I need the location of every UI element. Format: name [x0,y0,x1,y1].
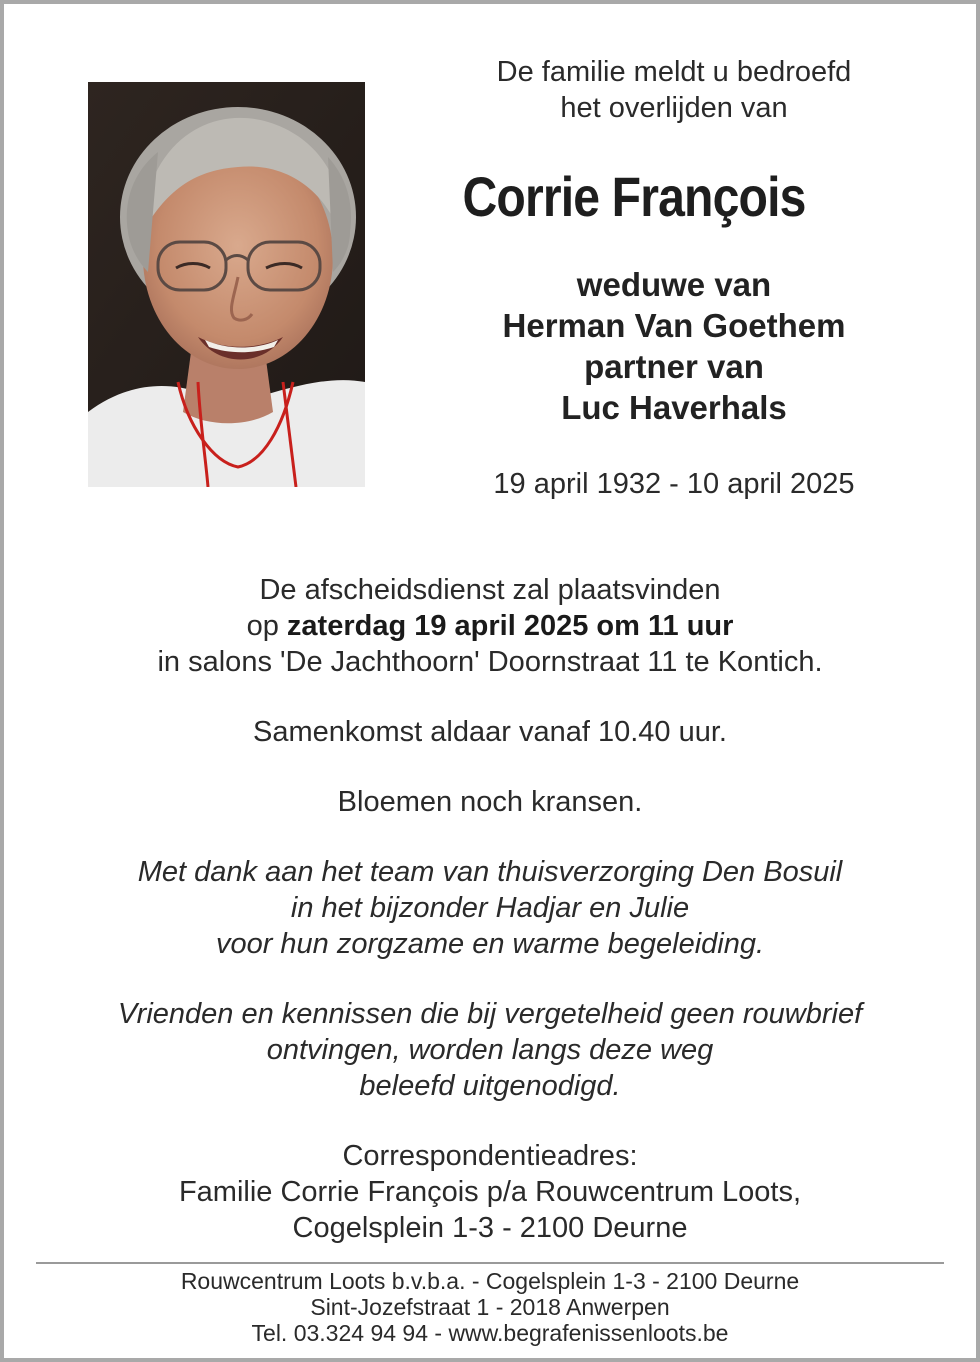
service-prefix: op [246,610,287,642]
intro-line: De familie meldt u bedroefd [496,56,852,88]
relation-line: Luc Haverhals [561,389,787,426]
thanks-line: voor hun zorgzame en warme begeleiding. [215,928,765,960]
body-text [4,572,976,1246]
funeral-home-footer [4,1268,976,1346]
relations-block [424,264,924,428]
deceased-name: Corrie François [462,165,806,228]
life-dates: 19 april 1932 - 10 april 2025 [493,468,855,500]
thanks-line: Met dank aan het team van thuisverzorging Den Bosuil [137,856,843,888]
footer-line: Rouwcentrum Loots b.v.b.a. - Cogelsplein 1-3 - 2100 Deurne [180,1268,800,1294]
footer-line: Sint-Jozefstraat 1 - 2018 Anwerpen [310,1294,670,1320]
flowers-note: Bloemen noch kransen. [337,786,643,818]
relation-line: Herman Van Goethem [502,307,846,344]
invitation-line: Vrienden en kennissen die bij vergetelheid geen rouwbrief [117,998,863,1030]
correspondence-label: Correspondentieadres: [342,1140,638,1172]
intro-text [424,54,924,126]
relation-line: weduwe van [576,266,772,303]
portrait-illustration [88,82,365,487]
intro-line: het overlijden van [560,92,788,124]
service-line [4,608,976,644]
footer-contact: Tel. 03.324 94 94 - www.begrafenissenloots.be [251,1320,729,1346]
service-location: in salons 'De Jachthoorn' Doornstraat 11 te Kontich. [157,646,823,678]
service-date-time: zaterdag 19 april 2025 om 11 uur [286,610,734,642]
invitation-line: beleefd uitgenodigd. [359,1070,621,1102]
relation-line: partner van [584,348,764,385]
service-line: De afscheidsdienst zal plaatsvinden [259,574,721,606]
thanks-line: in het bijzonder Hadjar en Julie [290,892,690,924]
gathering-note: Samenkomst aldaar vanaf 10.40 uur. [253,716,727,748]
correspondence-line: Cogelsplein 1-3 - 2100 Deurne [292,1212,688,1244]
correspondence-line: Familie Corrie François p/a Rouwcentrum Loots, [178,1176,802,1208]
footer-divider [36,1262,944,1264]
invitation-line: ontvingen, worden langs deze weg [266,1034,714,1066]
portrait-photo [88,82,365,487]
